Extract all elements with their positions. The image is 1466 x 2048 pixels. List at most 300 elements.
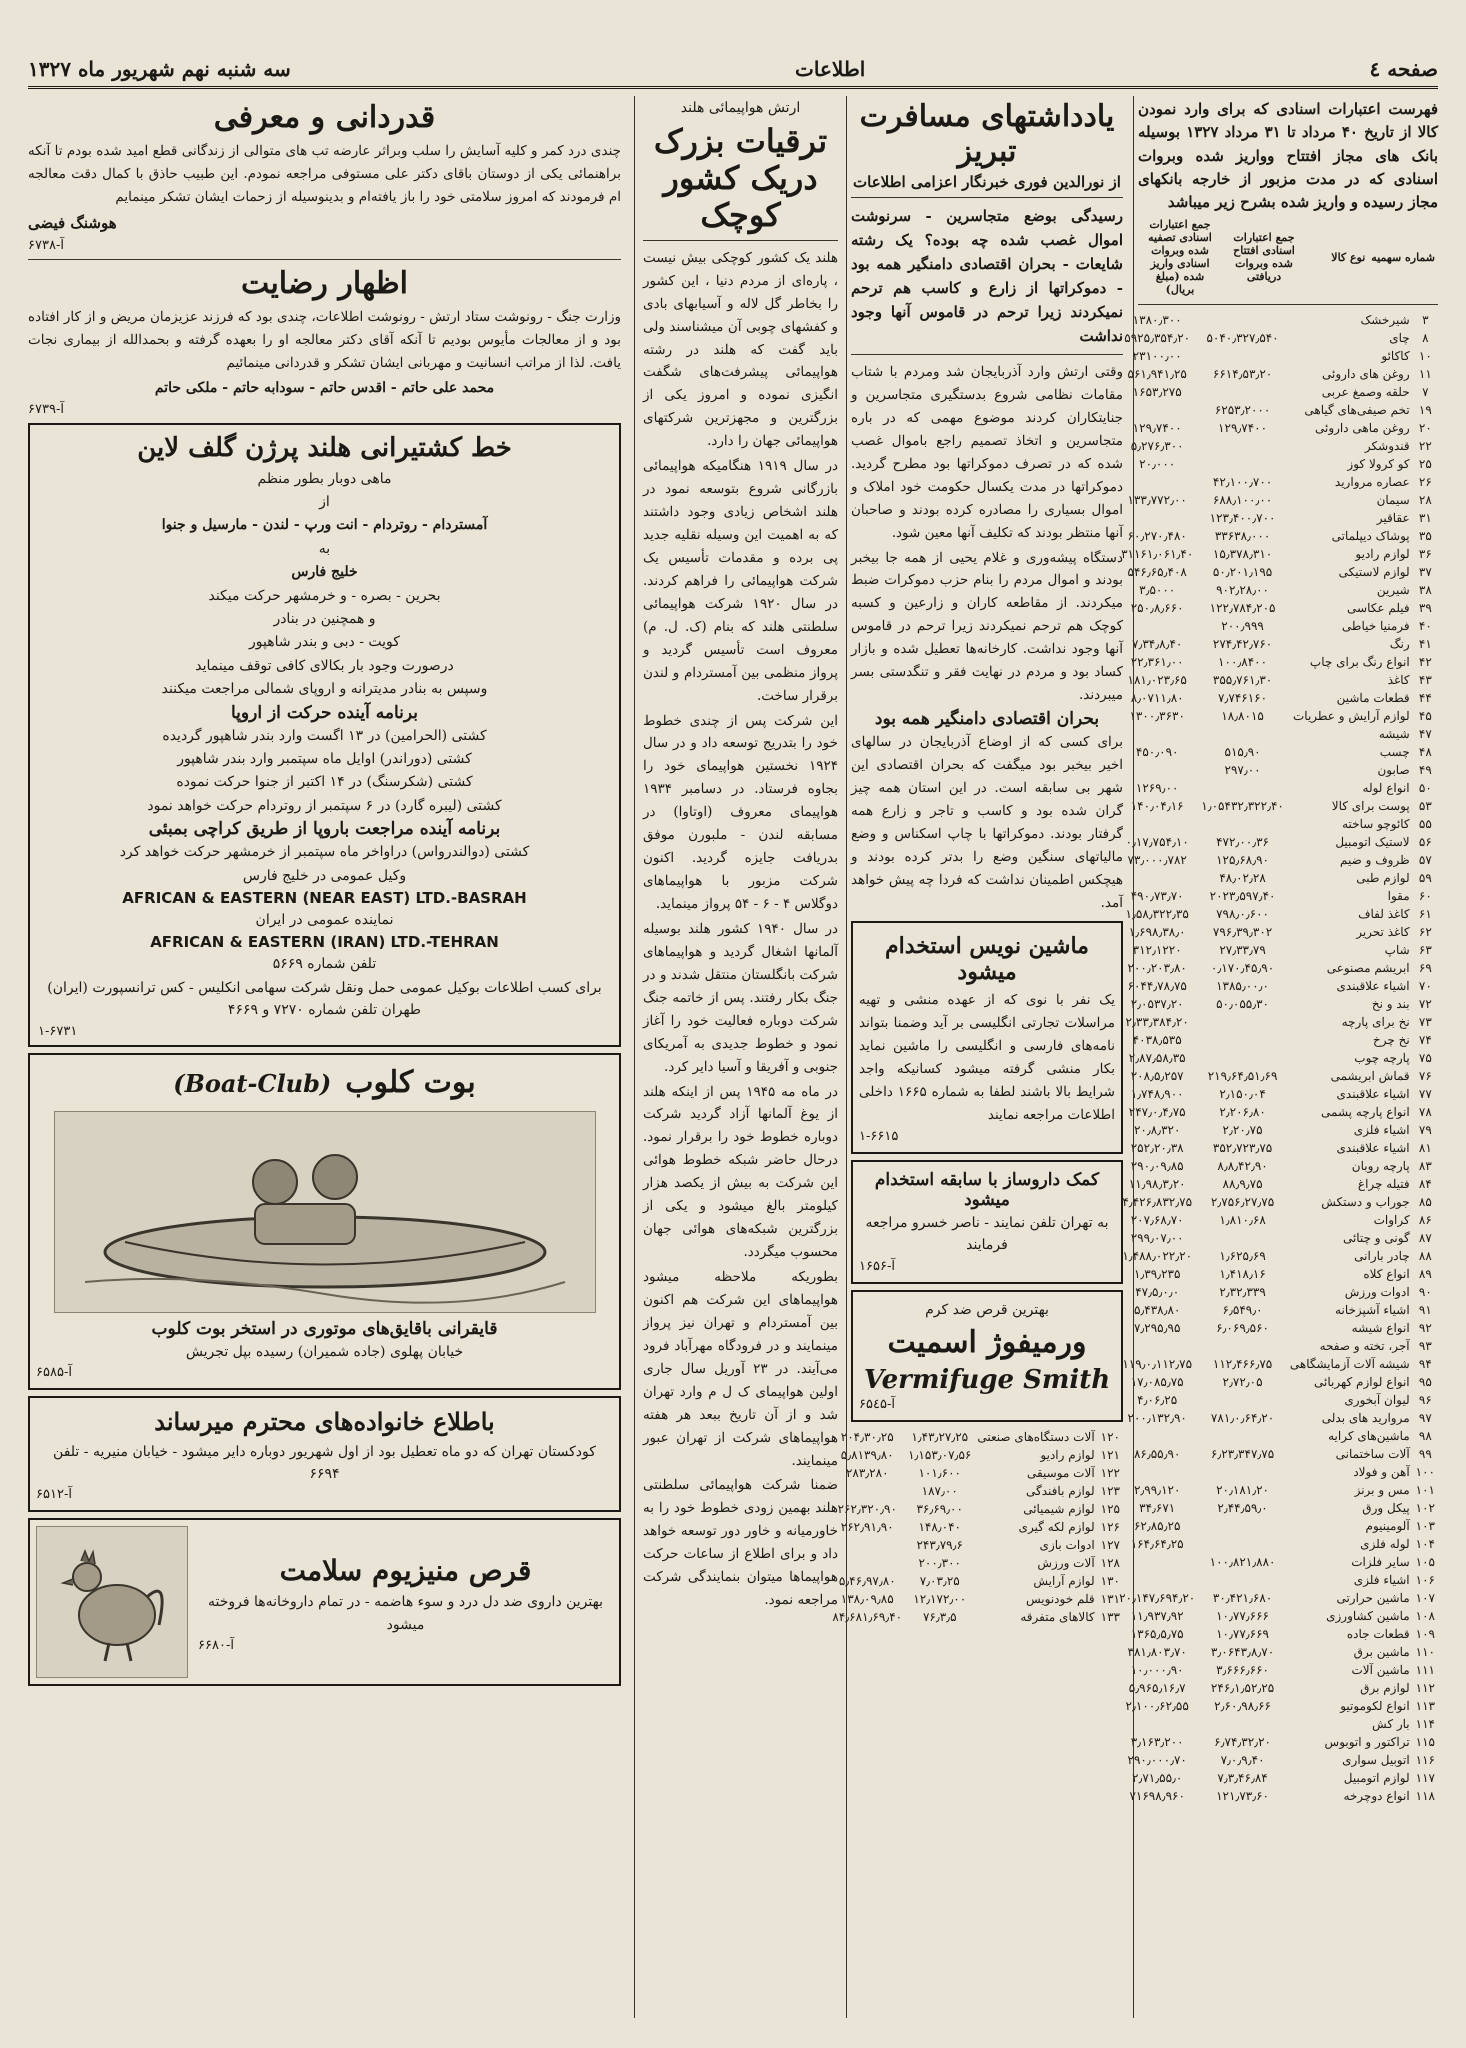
row-number: ۷۴ bbox=[1418, 1033, 1432, 1048]
row-item: اشیاء فلزی bbox=[1353, 1123, 1410, 1138]
header-num: شماره سهمیه bbox=[1371, 250, 1435, 264]
row-value-a: ۲۹۷٫۰۰ bbox=[1224, 763, 1261, 778]
table-row bbox=[1116, 1661, 1438, 1679]
table-row bbox=[829, 1428, 1123, 1446]
row-value-a: ۷٫۰٫۹٫۴۰ bbox=[1220, 1753, 1265, 1768]
table-row bbox=[1116, 599, 1438, 617]
row-value-b: ۱۲۶۹٫۰۰ bbox=[1135, 781, 1179, 796]
row-item: اشیاء علاقبندی bbox=[1336, 1087, 1410, 1102]
credit-table-header bbox=[1138, 216, 1438, 298]
row-number: ۵۹ bbox=[1418, 871, 1432, 886]
table-row bbox=[1116, 401, 1438, 419]
row-number: ۸۱ bbox=[1418, 1141, 1432, 1156]
row-value-a: ۲٫۶۰٫۹۸٫۶۶ bbox=[1214, 1699, 1271, 1714]
row-value-b: ۷٫۳۴٫۸٫۴۰ bbox=[1132, 637, 1183, 652]
row-value-a bbox=[1198, 1517, 1287, 1535]
article-body-2: دستگاه پیشه‌وری و غلام یحیی از همه جا بیخبر بودند و اموال مردم را بنام حزب دموکرات ضبط میکردند. از مقاطعه کاران و زارعین و کسبه کوچک هم ترحم نمیکردند زیرا ترحم در قاموس آنها وجود نداشت. کارخانه‌ها تعطیل شده و بازار کساد بود و مردم در نهایت فقر و تنگدستی بسر میبردند. bbox=[851, 549, 1123, 704]
row-value-a: ۷٫۰۳٫۲۵ bbox=[919, 1574, 960, 1589]
row-value-a: ۱۲۲٫۷۸۴٫۲۰۵ bbox=[1209, 601, 1276, 616]
row-item: آلات ورزش bbox=[1037, 1556, 1095, 1571]
row-item: فیلم عکاسی bbox=[1347, 601, 1410, 616]
magnesium-ad-title: قرص منیزیوم سلامت bbox=[279, 1553, 532, 1587]
row-value-b bbox=[1116, 1337, 1198, 1355]
row-number: ۱۱۲ bbox=[1415, 1681, 1435, 1696]
table-row bbox=[1116, 1517, 1438, 1535]
row-value-a: ۱۴۸٫۰۴۰ bbox=[918, 1520, 962, 1535]
table-row bbox=[1116, 1247, 1438, 1265]
pharmacist-ad-code: آ-۱۶۵۶ bbox=[859, 1258, 895, 1274]
row-number: ۹۳ bbox=[1418, 1339, 1432, 1354]
row-number: ۵۵ bbox=[1418, 817, 1432, 832]
row-value-b: ۲٫۷۱٫۵۵٫۰ bbox=[1132, 1771, 1183, 1786]
row-item: مس و برنز bbox=[1354, 1483, 1410, 1498]
row-item: قلم خودنویس bbox=[1026, 1592, 1095, 1607]
table-row bbox=[829, 1518, 1123, 1536]
row-value-b: ۸٫۰۷۱۱٫۸۰ bbox=[1130, 691, 1184, 706]
row-item: بار کش bbox=[1372, 1717, 1410, 1732]
row-value-b: ۲۸۳٫۲۸۰ bbox=[845, 1466, 889, 1481]
row-item: ابریشم مصنوعی bbox=[1326, 961, 1410, 976]
row-item: نخ چرخ bbox=[1372, 1033, 1410, 1048]
row-number: ۵۳ bbox=[1418, 799, 1432, 814]
row-value-b: ۲۵۲٫۲۰٫۳۸ bbox=[1130, 1141, 1184, 1156]
row-value-b bbox=[1116, 1463, 1198, 1481]
row-value-a: ۵۰٫۰۵۵٫۳۰ bbox=[1216, 997, 1270, 1012]
row-value-a: ۲۷۴٫۴۲٫۷۶۰ bbox=[1212, 637, 1273, 652]
appreciation-ad bbox=[28, 100, 621, 253]
row-number: ۷۶ bbox=[1418, 1069, 1432, 1084]
row-number: ۹۵ bbox=[1418, 1375, 1432, 1390]
row-value-b: ۷۱۶۹۸٫۹۶۰ bbox=[1129, 1789, 1185, 1804]
row-item: پیکل ورق bbox=[1362, 1501, 1410, 1516]
vermifuge-ad-head: بهترین قرص ضد کرم bbox=[925, 1301, 1049, 1318]
table-row bbox=[1116, 365, 1438, 383]
satisfaction-ad-code: آ-۶۷۳۹ bbox=[28, 401, 64, 417]
table-row bbox=[1116, 1175, 1438, 1193]
row-value-a: ۰٫۱۷۰٫۴۵٫۹۰ bbox=[1210, 961, 1275, 976]
row-item: صابون bbox=[1377, 763, 1410, 778]
article-body-3: برای کسی که از اوضاع آذربایجان در سالهای اخیر بیخبر بود میگفت که بحران اقتصادی این شهر بی سابقه است. در این استان همه چیز گران شده بود و کاسب و تاجر و زارع همه گرفتار بودند. دموکراتها با چاپ اسکناس و وضع مالیاتهای سنگین وضع را بدتر کرده بودند و هیچکس اطمینان نداشت که فردا چه پیش خواهد آمد. bbox=[851, 734, 1123, 911]
table-row bbox=[1116, 905, 1438, 923]
row-item: لوازم لکه گیری bbox=[1018, 1520, 1095, 1535]
row-number: ۱۳۱ bbox=[1100, 1592, 1120, 1607]
row-item: مروارید های بدلی bbox=[1321, 1411, 1410, 1426]
table-row bbox=[1116, 995, 1438, 1013]
table-row bbox=[829, 1446, 1123, 1464]
row-value-b: ۱۳۸٫۰۹٫۸۵ bbox=[840, 1592, 894, 1607]
row-item: لوازم اتومبیل bbox=[1343, 1771, 1410, 1786]
row-value-b: ۳٫۱۶۳٫۲۰۰ bbox=[1130, 1735, 1184, 1750]
row-value-b: ۶۰۴۴٫۷۸٫۷۵ bbox=[1127, 979, 1187, 994]
row-item: ادوات ورزش bbox=[1344, 1285, 1410, 1300]
shipping-ad-line: ماهی دوبار بطور منظم bbox=[257, 470, 392, 487]
row-item: آلات دستگاه‌های صنعتی bbox=[977, 1430, 1095, 1445]
table-row bbox=[1116, 689, 1438, 707]
row-number: ۶۳ bbox=[1418, 943, 1432, 958]
article-lede: رسیدگی بوضع متجاسرین - سرنوشت اموال غصب شده چه بوده؟ یک رشته شایعات - بحران اقتصادی دامنگیر همه بود - دموکراتها از زارع و کاسب هم ترحم نمیکردند زیرا ترحم در قاموس آنها وجود نداشت bbox=[851, 207, 1123, 345]
row-item: فتیله چراغ bbox=[1357, 1177, 1410, 1192]
row-value-a: ۷۸۱٫۰٫۶۴٫۲۰ bbox=[1210, 1411, 1275, 1426]
row-number: ۱۰۰ bbox=[1415, 1465, 1435, 1480]
table-row bbox=[1116, 1571, 1438, 1589]
row-number: ۸۷ bbox=[1418, 1231, 1432, 1246]
row-item: کاکائو bbox=[1381, 349, 1410, 364]
row-value-a: ۱٫۴۱۸٫۱۶ bbox=[1219, 1267, 1266, 1282]
row-value-b: ۸۴٫۶۸۱٫۶۹٫۴۰ bbox=[832, 1610, 903, 1625]
row-value-b: ۳۱۲٫۱۲۲۰ bbox=[1132, 943, 1182, 958]
vermifuge-ad bbox=[851, 1290, 1123, 1422]
boat-club-caption: قایقرانی باقایق‌های موتوری در استخر بوت کلوب bbox=[151, 1318, 498, 1339]
row-item: اشیاء آشپزخانه bbox=[1335, 1303, 1410, 1318]
row-value-b: ۳٫۵۰۰۰ bbox=[1139, 583, 1176, 598]
row-value-a: ۱٫۶۲۵٫۶۹ bbox=[1219, 1249, 1266, 1264]
row-value-a: ۷٫۷۴۶۱۶۰ bbox=[1218, 691, 1268, 706]
row-value-a: ۷۹۸٫۰٫۶۰۰ bbox=[1216, 907, 1270, 922]
row-value-b: ۱۳۳٫۷۷۲٫۰۰ bbox=[1127, 493, 1187, 508]
row-value-b: ۱۶۵۳٫۲۷۵ bbox=[1132, 385, 1182, 400]
pharmacist-wanted-ad bbox=[851, 1160, 1123, 1284]
shipping-ad-line: کشتی (شکرسنگ) در ۱۴ اکتبر از جنوا حرکت نموده bbox=[176, 774, 473, 791]
row-value-b: ۸۶٫۵۵٫۹۰ bbox=[1133, 1447, 1181, 1462]
row-value-a: ۷٫۳٫۴۶٫۸۴ bbox=[1217, 1771, 1268, 1786]
row-value-a bbox=[1198, 1031, 1287, 1049]
boat-icon bbox=[65, 1122, 585, 1302]
newspaper-name: اطلاعات bbox=[795, 57, 866, 81]
row-value-b: ۱۱۹٫۰٫۱۱۲٫۷۵ bbox=[1122, 1357, 1193, 1372]
table-row bbox=[1116, 923, 1438, 941]
row-number: ۱۰۵ bbox=[1415, 1555, 1435, 1570]
row-value-a: ۶۲۵۳٫۲۰۰۰ bbox=[1214, 403, 1271, 418]
table-row bbox=[1116, 1589, 1438, 1607]
table-row bbox=[1116, 1553, 1438, 1571]
row-number: ۶۰ bbox=[1418, 889, 1432, 904]
row-number: ۴۳ bbox=[1418, 673, 1432, 688]
row-value-b: ۳۸۱٫۸۰۳٫۷۰ bbox=[1127, 1645, 1187, 1660]
row-value-b: ۲۰۰٫۱۳۲٫۹۰ bbox=[1127, 1411, 1187, 1426]
row-value-a: ۳۵۲٫۷۲۳٫۷۵ bbox=[1212, 1141, 1273, 1156]
row-number: ۷۳ bbox=[1418, 1015, 1432, 1030]
table-row bbox=[1116, 1013, 1438, 1031]
row-number: ۸۳ bbox=[1418, 1159, 1432, 1174]
table-row bbox=[1116, 1301, 1438, 1319]
row-value-b bbox=[1116, 869, 1198, 887]
row-item: پارچه چوب bbox=[1354, 1051, 1410, 1066]
satisfaction-ad bbox=[28, 266, 621, 416]
row-number: ۱۹ bbox=[1418, 403, 1432, 418]
ads-column bbox=[28, 96, 621, 2018]
import-credit-list-column bbox=[1119, 96, 1438, 2018]
row-value-a: ۱٫۴۳٫۲۷٫۲۵ bbox=[911, 1430, 969, 1445]
table-row bbox=[1116, 563, 1438, 581]
row-item: اشیاء علاقبندی bbox=[1336, 1141, 1410, 1156]
row-value-a: ۳۶٫۶۹٫۰۰ bbox=[916, 1502, 963, 1517]
row-number: ۳۸ bbox=[1418, 583, 1432, 598]
row-value-a: ۳٫۰۶۴۳٫۸٫۷۰ bbox=[1210, 1645, 1275, 1660]
appreciation-ad-body: چندی درد کمر و کلیه آسایش را سلب وبراثر عارضه تب های متوالی از زندگانی قطع امید شده بودم تا آنکه براهنمائی یکی از دوستان باقای دکتر علی مستوفی مراجعه نمودم. این طبیب حاذق با کمال دقت معالجه ام فرمودند که امروز سلامتی خود را باز یافته‌ام و بدینوسیله از زحمات ایشان تشکر مینمایم bbox=[28, 143, 621, 205]
row-value-b: ۲۴۷٫۰٫۴٫۷۵ bbox=[1128, 1105, 1186, 1120]
page-label: صفحه ٤ bbox=[1369, 57, 1438, 81]
row-value-b: ۶۰٫۲۷۰٫۴۸۰ bbox=[1127, 529, 1187, 544]
row-item: لیوان آبخوری bbox=[1344, 1393, 1410, 1408]
table-row bbox=[1116, 311, 1438, 329]
aviation-kicker: ارتش هواپیمائی هلند bbox=[680, 100, 801, 116]
row-value-a: ۲٫۱۵۰٫۰۴ bbox=[1219, 1087, 1266, 1102]
row-number: ۹۶ bbox=[1418, 1393, 1432, 1408]
vermifuge-ad-latin: Vermifuge Smith bbox=[863, 1365, 1111, 1396]
table-row bbox=[1116, 437, 1438, 455]
row-number: ۹۹ bbox=[1418, 1447, 1432, 1462]
row-number: ۵۰ bbox=[1418, 781, 1432, 796]
row-item: روغن ماهی داروئی bbox=[1315, 421, 1410, 436]
row-value-a: ۵۰۴۰٫۳۲۷٫۵۴۰ bbox=[1206, 331, 1279, 346]
row-item: فرمنیا خیاطی bbox=[1341, 619, 1410, 634]
row-value-b: ۴۷٫۵٫۰٫۰ bbox=[1135, 1285, 1180, 1300]
row-item: قطعات ماشین bbox=[1336, 691, 1410, 706]
row-item: اتوبیل سواری bbox=[1342, 1753, 1410, 1768]
table-row bbox=[1116, 869, 1438, 887]
row-value-b bbox=[1116, 1715, 1198, 1733]
row-number: ۳ bbox=[1422, 313, 1429, 328]
row-number: ۴۴ bbox=[1418, 691, 1432, 706]
row-item: کائوچو ساخته bbox=[1342, 817, 1410, 832]
table-row bbox=[829, 1590, 1123, 1608]
row-item: پوشاک دیپلماتی bbox=[1331, 529, 1410, 544]
row-value-b bbox=[1116, 1571, 1198, 1589]
row-item: آلات موسیقی bbox=[1026, 1466, 1095, 1481]
aviation-body-1: هلند یک کشور کوچکی بیش نیست ، پاره‌ای از مردم دنیا ، این کشور را بخاطر گل لاله و آسیابهای بادی و کفشهای چوبی آن میشناسند ولی باید گفت که هلند در رشته هواپیمائی پیشرفت‌های شگفت انگیزی نموده و امروز یکی از بزرگترین و مجهزترین شرکتهای هواپیمائی جهان را دارد. bbox=[643, 249, 838, 450]
row-value-a: ۵۰٫۲۰۱٫۱۹۵ bbox=[1212, 565, 1273, 580]
row-number: ۴۱ bbox=[1418, 637, 1432, 652]
row-item: عصاره مروارید bbox=[1334, 475, 1410, 490]
row-value-a: ۲٫۳۲٫۳۳۹ bbox=[1219, 1285, 1266, 1300]
row-value-a bbox=[1198, 1049, 1287, 1067]
row-item: لوازم آرایش و عطریات bbox=[1292, 709, 1410, 724]
magnesium-ad-code: آ-۶۶۸۰ bbox=[198, 1638, 234, 1654]
table-row bbox=[1116, 1103, 1438, 1121]
typist-ad-code: ۱-۶۶۱۵ bbox=[859, 1128, 899, 1144]
row-item: ظروف و ضیم bbox=[1340, 853, 1410, 868]
row-value-b: ۶۲٫۸۵٫۲۵ bbox=[1133, 1519, 1181, 1534]
row-value-b: ۵٫۲۷۶٫۳۰۰ bbox=[1130, 439, 1184, 454]
row-value-b: ۴۵۰٫۰۹۰ bbox=[1135, 745, 1179, 760]
row-number: ۱۰۶ bbox=[1415, 1573, 1435, 1588]
article-subheading: بحران اقتصادی دامنگیر همه بود bbox=[874, 709, 1100, 730]
shipping-ad-title: خط کشتیرانی هلند پرژن گلف لاین bbox=[137, 432, 512, 463]
row-value-b: ۲٫۳۳٫۳۸۴٫۲۰ bbox=[1125, 1015, 1189, 1030]
row-item: شیشه آلات آزمایشگاهی bbox=[1289, 1357, 1410, 1372]
row-value-b: ۲۶۲٫۹۱٫۹۰ bbox=[840, 1520, 894, 1535]
row-value-b: ۲٫۸۷٫۵۸٫۳۵ bbox=[1128, 1051, 1186, 1066]
row-value-a: ۶٫۰۶۹٫۵۶۰ bbox=[1216, 1321, 1270, 1336]
pharmacist-ad-body: به تهران تلفن نمایند - ناصر خسرو مراجعه فرمایند bbox=[865, 1214, 1109, 1254]
table-row bbox=[1116, 725, 1438, 743]
row-item: انواع رنگ برای چاپ bbox=[1309, 655, 1410, 670]
row-item: ادوات بازی bbox=[1039, 1538, 1095, 1553]
row-value-a: ۴۸٫۰۲٫۲۸ bbox=[1219, 871, 1266, 886]
row-number: ۱۲۶ bbox=[1100, 1520, 1120, 1535]
row-item: آهن و فولاد bbox=[1353, 1465, 1410, 1480]
table-row bbox=[1116, 851, 1438, 869]
shipping-ad-line: درصورت وجود بار بکالای کافی توقف مینماید bbox=[195, 657, 454, 674]
table-row bbox=[1116, 761, 1438, 779]
row-value-a bbox=[1198, 1535, 1287, 1553]
table-row bbox=[1116, 1751, 1438, 1769]
row-number: ۳۹ bbox=[1418, 601, 1432, 616]
row-value-b: ۷۳٫۰۰۰٫۷۸۲ bbox=[1127, 853, 1187, 868]
table-row bbox=[1116, 1535, 1438, 1553]
row-value-a: ۶٫۲۳٫۳۴۷٫۷۵ bbox=[1210, 1447, 1275, 1462]
row-number: ۲۶ bbox=[1418, 475, 1432, 490]
table-row bbox=[1116, 473, 1438, 491]
typist-wanted-ad bbox=[851, 921, 1123, 1154]
table-row bbox=[1116, 1697, 1438, 1715]
row-value-b: ۲٫۱۰۰٫۶۲٫۵۵ bbox=[1125, 1699, 1189, 1714]
row-number: ۶۹ bbox=[1418, 961, 1432, 976]
row-value-a: ۸٫۸٫۴۲٫۹۰ bbox=[1217, 1159, 1268, 1174]
typist-ad-body: یک نفر با نوی که از عهده منشی و تهیه مراسلات تجارتی انگلیسی بر آید وضمنا بتواند نامه‌های فارسی و انگلیسی را ماشین نماید بکار منشی گرفته میشود کسانیکه واجد شرایط بالا باشند لطفا به شماره ۱۶۶۵ داخلی اطلاعات مراجعه نمایند bbox=[859, 992, 1115, 1124]
table-row bbox=[1116, 1031, 1438, 1049]
table-row bbox=[1116, 1427, 1438, 1445]
row-number: ۱۱۴ bbox=[1415, 1717, 1435, 1732]
table-row bbox=[1116, 1265, 1438, 1283]
row-number: ۱۱۰ bbox=[1415, 1645, 1435, 1660]
shipping-ad-line: نماینده عمومی در ایران bbox=[255, 911, 394, 928]
magnesium-ad-body: بهترین داروی ضد دل درد و سوء هاضمه - در تمام داروخانه‌ها فروخته میشود bbox=[207, 1594, 603, 1633]
row-number: ۴۷ bbox=[1418, 727, 1432, 742]
shipping-ad-line: کشتی (دوالندرواس) دراواخر ماه سپتمبر از خرمشهر حرکت خواهد کرد bbox=[119, 844, 530, 861]
row-value-b: ۵٫۹۶۵٫۱۶٫۷ bbox=[1128, 1681, 1186, 1696]
row-value-a bbox=[1198, 437, 1287, 455]
aviation-body-4: در سال ۱۹۴۰ کشور هلند بوسیله آلمانها اشغال گردید و هواپیماهای شرکت بانگلستان منتقل شدند و در جنگ بکار رفتند. پس از خاتمه جنگ شرکت دوباره فعالیت خود را آغاز نمود و خطوط جدیدی به آمریکای جنوبی و آفریقا و آسیا دایر کرد. bbox=[643, 920, 838, 1075]
row-value-b bbox=[1116, 1427, 1198, 1445]
row-value-b bbox=[1116, 1553, 1198, 1571]
table-row bbox=[1116, 1139, 1438, 1157]
shipping-ad-program-title: برنامه آینده حرکت از اروپا bbox=[231, 702, 418, 723]
row-value-b bbox=[829, 1536, 905, 1554]
row-value-b: ۱۳۶۵٫۵٫۷۵ bbox=[1130, 1627, 1184, 1642]
header-col-a: جمع اعتبارات اسنادی افتتاح شده وبروات دریافتی bbox=[1233, 231, 1295, 284]
rooster-icon bbox=[47, 1537, 177, 1667]
row-item: لوازم لاستیکی bbox=[1338, 565, 1410, 580]
row-value-a: ۱٫۱۵۳٫۰۷٫۵۶ bbox=[908, 1448, 972, 1463]
row-value-a bbox=[1198, 779, 1287, 797]
table-row bbox=[1116, 509, 1438, 527]
satisfaction-ad-sign: محمد علی حاتم - اقدس حاتم - سودابه حاتم - ملکی حاتم bbox=[154, 380, 495, 397]
row-value-a: ۳۰٫۴۲۱٫۶۸۰ bbox=[1212, 1591, 1273, 1606]
table-row bbox=[1116, 1445, 1438, 1463]
rooster-illustration bbox=[36, 1526, 188, 1678]
row-number: ۸۴ bbox=[1418, 1177, 1432, 1192]
row-item: آلات ساختمانی bbox=[1335, 1447, 1410, 1462]
row-item: قماش ابریشمی bbox=[1330, 1069, 1410, 1084]
row-value-b bbox=[829, 1554, 905, 1572]
row-value-a: ۲۱۹٫۶۴٫۵۱٫۶۹ bbox=[1207, 1069, 1278, 1084]
row-item: تخم صیفی‌های گیاهی bbox=[1304, 403, 1410, 418]
row-number: ۹۲ bbox=[1418, 1321, 1432, 1336]
row-value-a: ۷۶٫۳٫۵ bbox=[922, 1610, 957, 1625]
row-number: ۱۲۰ bbox=[1100, 1430, 1120, 1445]
row-value-b: ۲۰۷٫۶۸٫۷۰ bbox=[1130, 1213, 1184, 1228]
row-item: لوازم رادیو bbox=[1040, 1448, 1095, 1463]
magnesium-ad-text bbox=[198, 1550, 613, 1655]
shipping-ad-line: وکیل عمومی در خلیج فارس bbox=[242, 867, 407, 884]
aviation-title: ترقیات بزرک دریک کشور کوچک bbox=[653, 122, 828, 234]
shipping-ad-line: کشتی (الحرامین) در ۱۳ اگست وارد بندر شاهپور گردیده bbox=[162, 727, 487, 744]
row-item: ماشین آلات bbox=[1351, 1663, 1410, 1678]
shipping-ad-line: بحرین - بصره - و خرمشهر حرکت میکند bbox=[208, 587, 441, 604]
row-value-b bbox=[1116, 401, 1198, 419]
shipping-ad-line: برای کسب اطلاعات بوکیل عمومی حمل ونقل شرکت سهامی انکلیس - کس ترانسپورت (ایران) طهران تلفن شماره ۷۲۷۰ و ۴۶۶۹ bbox=[47, 979, 602, 1019]
row-item: لوازم طبی bbox=[1356, 871, 1410, 886]
row-item: لوازم رادیو bbox=[1355, 547, 1410, 562]
row-value-a: ۳۳۶۳۸٫۰۰۰ bbox=[1214, 529, 1271, 544]
table-row bbox=[1116, 1319, 1438, 1337]
row-number: ۱۳۳ bbox=[1100, 1610, 1120, 1625]
row-number: ۷۹ bbox=[1418, 1123, 1432, 1138]
row-item: کو کرولا کوز bbox=[1347, 457, 1410, 472]
row-item: انواع کلاه bbox=[1363, 1267, 1410, 1282]
table-row bbox=[829, 1572, 1123, 1590]
row-value-a: ۱۸٫۸۰۱۵ bbox=[1221, 709, 1264, 724]
row-number: ۱۰۸ bbox=[1415, 1609, 1435, 1624]
shipping-ad-line: آمستردام - روتردام - انت ورپ - لندن - مارسیل و جنوا bbox=[161, 517, 488, 534]
boat-illustration bbox=[54, 1111, 596, 1313]
row-item: بند و نخ bbox=[1371, 997, 1410, 1012]
row-value-b: ۵٫۸۱۳۹٫۸۰ bbox=[840, 1448, 894, 1463]
row-value-a: ۲۰۰٫۹۹۹ bbox=[1221, 619, 1264, 634]
appreciation-ad-title: قدردانی و معرفی bbox=[213, 100, 436, 135]
table-row bbox=[1116, 1121, 1438, 1139]
row-item: عقاقیر bbox=[1376, 511, 1410, 526]
row-item: رنگ bbox=[1389, 637, 1410, 652]
kindergarten-ad bbox=[28, 1396, 621, 1513]
table-row bbox=[829, 1608, 1123, 1626]
row-number: ۴۲ bbox=[1418, 655, 1432, 670]
shipping-ad-line: خلیج فارس bbox=[291, 564, 358, 581]
row-number: ۴۸ bbox=[1418, 745, 1432, 760]
row-number: ۱۲۸ bbox=[1100, 1556, 1120, 1571]
row-item: لوازم برق bbox=[1360, 1681, 1410, 1696]
row-value-a: ۱۲٫۱۷۲٫۰۰ bbox=[913, 1592, 967, 1607]
row-value-a: ۱۰۰٫۸۴۰۰ bbox=[1218, 655, 1268, 670]
row-number: ۱۰۹ bbox=[1415, 1627, 1435, 1642]
row-item: سیمان bbox=[1376, 493, 1410, 508]
row-number: ۱۱۳ bbox=[1415, 1699, 1435, 1714]
row-value-a: ۳۵۵٫۷۶۱٫۳۰ bbox=[1212, 673, 1273, 688]
table-row bbox=[1116, 959, 1438, 977]
row-value-a bbox=[1198, 347, 1287, 365]
shipping-ad-line: از bbox=[319, 494, 330, 511]
table-row bbox=[829, 1464, 1123, 1482]
row-number: ۱۲۷ bbox=[1100, 1538, 1120, 1553]
table-row bbox=[1116, 581, 1438, 599]
row-item: انواع پارچه پشمی bbox=[1321, 1105, 1410, 1120]
row-number: ۹۱ bbox=[1418, 1303, 1432, 1318]
row-value-b: ۱۳۸۰٫۳۰۰ bbox=[1132, 313, 1182, 328]
table-row bbox=[1116, 1607, 1438, 1625]
row-value-a: ۴۲٫۱۰۰٫۷۰۰ bbox=[1212, 475, 1273, 490]
row-item: ماشین برق bbox=[1353, 1645, 1410, 1660]
row-number: ۹۸ bbox=[1418, 1429, 1432, 1444]
table-row bbox=[1116, 1499, 1438, 1517]
shipping-ad-agent-basrah: AFRICAN & EASTERN (NEAR EAST) LTD.-BASRAH bbox=[122, 888, 527, 907]
table-row bbox=[1116, 1157, 1438, 1175]
row-value-b: ۵٫۴۶٫۹۷٫۸۰ bbox=[838, 1574, 896, 1589]
row-number: ۳۶ bbox=[1418, 547, 1432, 562]
aviation-body-5: در ماه مه ۱۹۴۵ پس از اینکه هلند از یوغ آلمانها آزاد گردید شرکت دوباره خطوط خود را برقرار نمود. درحال حاضر شبکه خطوط هوائی این شرکت به بیش از یکصد هزار کیلومتر بالغ میشود و یکی از بزرگترین شبکه‌های هوائی جهان محسوب میگردد. bbox=[643, 1083, 838, 1261]
row-value-a bbox=[1198, 1337, 1287, 1355]
row-value-b: ۷٫۲۹۵٫۹۵ bbox=[1133, 1321, 1181, 1336]
